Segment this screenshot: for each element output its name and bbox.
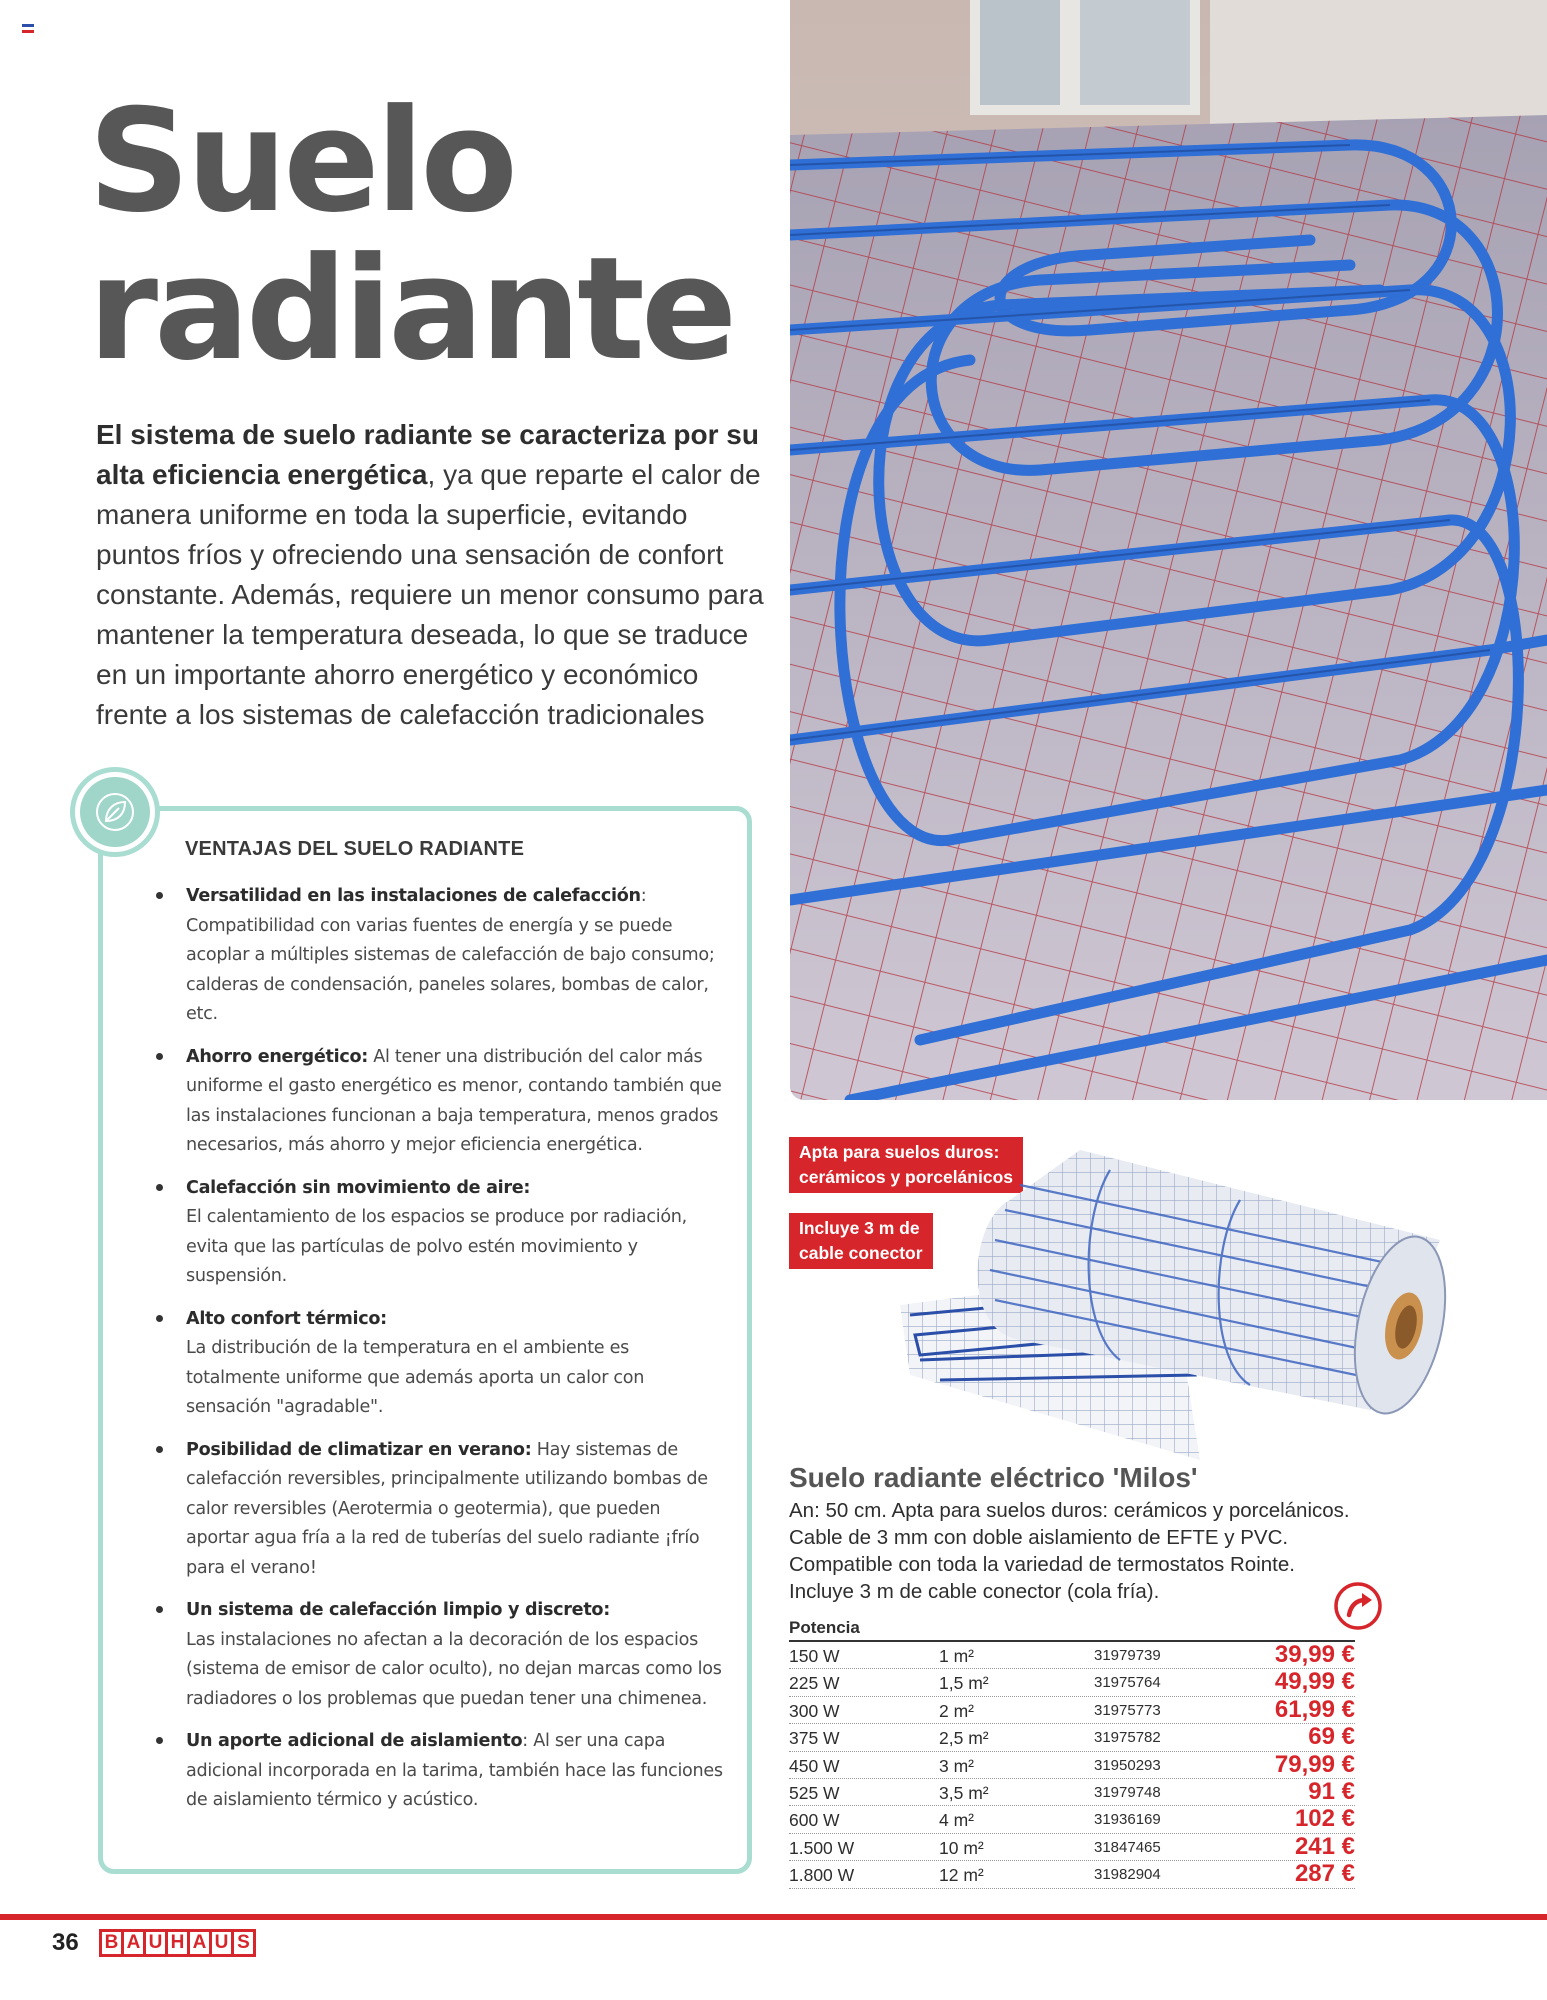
table-row (789, 1724, 1355, 1751)
power-cell: 150 W (789, 1646, 840, 1666)
logo-letter: U (212, 1932, 231, 1954)
item-title: Un sistema de calefacción limpio y discreto: (186, 1600, 610, 1620)
price-cell: 79,99 € (1274, 1750, 1355, 1778)
ref-cell: 31975782 (1094, 1729, 1161, 1747)
badge-line: Apta para suelos duros: (799, 1142, 1000, 1162)
item-title: Ahorro energético: (186, 1046, 368, 1067)
item-title: Calefacción sin movimiento de aire: (186, 1177, 531, 1198)
item-title: Posibilidad de climatizar en verano: (186, 1439, 532, 1460)
list-item (148, 1436, 728, 1584)
ref-cell: 31982904 (1094, 1866, 1161, 1884)
underfloor-pipes-photo (790, 0, 1547, 1100)
area-cell: 1,5 m² (939, 1673, 989, 1694)
bullet-icon (156, 1184, 163, 1191)
area-cell: 12 m² (939, 1865, 984, 1886)
item-text: Al tener una distribución del calor más uniforme el gasto energético es menor, contando también que las instalaciones funcionan a baja temperatura, menos grados necesarios, más ahorro y mejor eficiencia energética. (186, 1046, 722, 1155)
ref-cell: 31979739 (1094, 1647, 1161, 1664)
ref-cell: 31975764 (1094, 1674, 1161, 1692)
bauhaus-logo (99, 1929, 256, 1957)
bullet-icon (156, 1053, 163, 1060)
price-cell: 61,99 € (1274, 1695, 1355, 1723)
price-cell: 287 € (1294, 1860, 1355, 1888)
desc-line: Incluye 3 m de cable conector (cola fría). (789, 1580, 1160, 1603)
desc-line: An: 50 cm. Apta para suelos duros: cerámicos y porcelánicos. (789, 1499, 1350, 1522)
ref-cell: 31936169 (1094, 1811, 1161, 1829)
intro-bold: El sistema de suelo radiante se caracteriza por su alta eficiencia energética (96, 419, 759, 490)
page-title (88, 79, 734, 392)
badge-line: cable conector (799, 1243, 923, 1263)
logo-letter: B (102, 1932, 121, 1954)
price-cell: 49,99 € (1274, 1668, 1355, 1696)
area-cell: 2,5 m² (939, 1728, 989, 1749)
item-title: Un aporte adicional de aislamiento (186, 1731, 523, 1751)
item-text: La distribución de la temperatura en el ambiente es totalmente uniforme que además aporta un calor con sensación "agradable". (186, 1338, 645, 1417)
logo-letter: H (168, 1932, 187, 1954)
price-cell: 102 € (1294, 1805, 1355, 1833)
page-number: 36 (52, 1929, 79, 1956)
table-row (789, 1697, 1355, 1724)
power-cell: 375 W (789, 1728, 840, 1749)
desc-line: Compatible con toda la variedad de termostatos Rointe. (789, 1553, 1295, 1576)
price-table-header: Potencia (789, 1618, 1355, 1642)
price-cell: 39,99 € (1274, 1641, 1355, 1668)
intro-paragraph (96, 415, 764, 735)
area-cell: 2 m² (939, 1700, 974, 1721)
table-row (789, 1752, 1355, 1779)
bullet-icon (156, 1737, 163, 1744)
price-cell: 69 € (1308, 1723, 1355, 1751)
price-table (789, 1618, 1355, 1889)
table-row (789, 1779, 1355, 1806)
ref-cell: 31979748 (1094, 1783, 1161, 1801)
bullet-icon (156, 1315, 163, 1322)
table-row (789, 1861, 1355, 1888)
power-cell: 300 W (789, 1700, 840, 1721)
desc-line: Cable de 3 mm con doble aislamiento de EFTE y PVC. (789, 1526, 1289, 1549)
ref-cell: 31950293 (1094, 1756, 1161, 1774)
badge-line: Incluye 3 m de (799, 1218, 920, 1238)
power-cell: 450 W (789, 1755, 840, 1776)
title-line-2: radiante (88, 227, 734, 392)
area-cell: 3 m² (939, 1755, 974, 1776)
area-cell: 4 m² (939, 1810, 974, 1831)
logo-letter: A (190, 1932, 209, 1954)
item-text: Hay sistemas de calefacción reversibles, principalmente utilizando bombas de calor reversibles (Aerotermia o geotermia), que pueden aportar agua fría a la red de tuberías del suelo radiante ¡frío para el verano! (186, 1439, 708, 1578)
item-separator: : (522, 1731, 534, 1751)
price-cell: 241 € (1294, 1832, 1355, 1860)
power-cell: 600 W (789, 1810, 840, 1831)
item-text: Compatibilidad con varias fuentes de energía y se puede acoplar a múltiples sistemas de calefacción de bajo consumo; calderas de condensación, paneles solares, bombas de calor, etc. (186, 915, 715, 1024)
logo-letter: S (234, 1932, 253, 1954)
item-title: Alto confort térmico: (186, 1308, 387, 1329)
ref-cell: 31975773 (1094, 1701, 1161, 1719)
logo-letter: A (124, 1932, 143, 1954)
table-row (789, 1642, 1355, 1669)
table-row (789, 1834, 1355, 1861)
item-text: Al ser una capa adicional incorporada en la tarima, también hace las funciones de aislamiento térmico y acústico. (186, 1731, 723, 1810)
list-item (148, 1174, 728, 1292)
advantages-heading: VENTAJAS DEL SUELO RADIANTE (185, 838, 525, 860)
item-text: Las instalaciones no afectan a la decoración de los espacios (sistema de emisor de calor oculto), no dejan marcas como los radiadores o los problemas que puedan tener una chimenea. (186, 1629, 722, 1709)
advantages-list (148, 882, 728, 1829)
item-separator: : (640, 886, 647, 906)
ref-cell: 31847465 (1094, 1838, 1161, 1856)
power-cell: 225 W (789, 1673, 840, 1694)
product-title: Suelo radiante eléctrico 'Milos' (789, 1462, 1198, 1493)
list-item (148, 1596, 728, 1714)
area-cell: 3,5 m² (939, 1782, 989, 1803)
bullet-icon (156, 892, 163, 899)
list-item (148, 882, 728, 1030)
area-cell: 1 m² (939, 1646, 974, 1666)
power-cell: 525 W (789, 1782, 840, 1803)
heating-mat-roll-image (880, 1130, 1480, 1470)
area-cell: 10 m² (939, 1837, 984, 1858)
logo-letter: U (146, 1932, 165, 1954)
power-cell: 1.800 W (789, 1865, 855, 1886)
flag-icon (22, 24, 34, 33)
list-item (148, 1727, 728, 1816)
table-row (789, 1669, 1355, 1696)
intro-text: , ya que reparte el calor de manera uniforme en toda la superficie, evitando puntos fríos y ofreciendo una sensación de confort constante. Además, requiere un menor consumo para mantener la temperatura deseada, lo que se traduce en un importante ahorro energético y económico frente a los sistemas de calefacción tradicionales (96, 459, 764, 730)
title-line-1: Suelo (88, 79, 514, 244)
leaf-icon (80, 777, 150, 847)
badge-line: cerámicos y porcelánicos (799, 1167, 1013, 1187)
list-item (148, 1305, 728, 1423)
bullet-icon (156, 1446, 163, 1453)
table-row (789, 1806, 1355, 1833)
list-item (148, 1043, 728, 1161)
bullet-icon (156, 1606, 163, 1613)
price-cell: 91 € (1308, 1777, 1355, 1805)
product-description (789, 1497, 1389, 1605)
footer-divider (0, 1914, 1547, 1920)
power-cell: 1.500 W (789, 1837, 855, 1858)
item-title: Versatilidad en las instalaciones de calefacción (186, 886, 641, 906)
item-text: El calentamiento de los espacios se produce por radiación, evita que las partículas de polvo estén movimiento y suspensión. (186, 1207, 687, 1286)
